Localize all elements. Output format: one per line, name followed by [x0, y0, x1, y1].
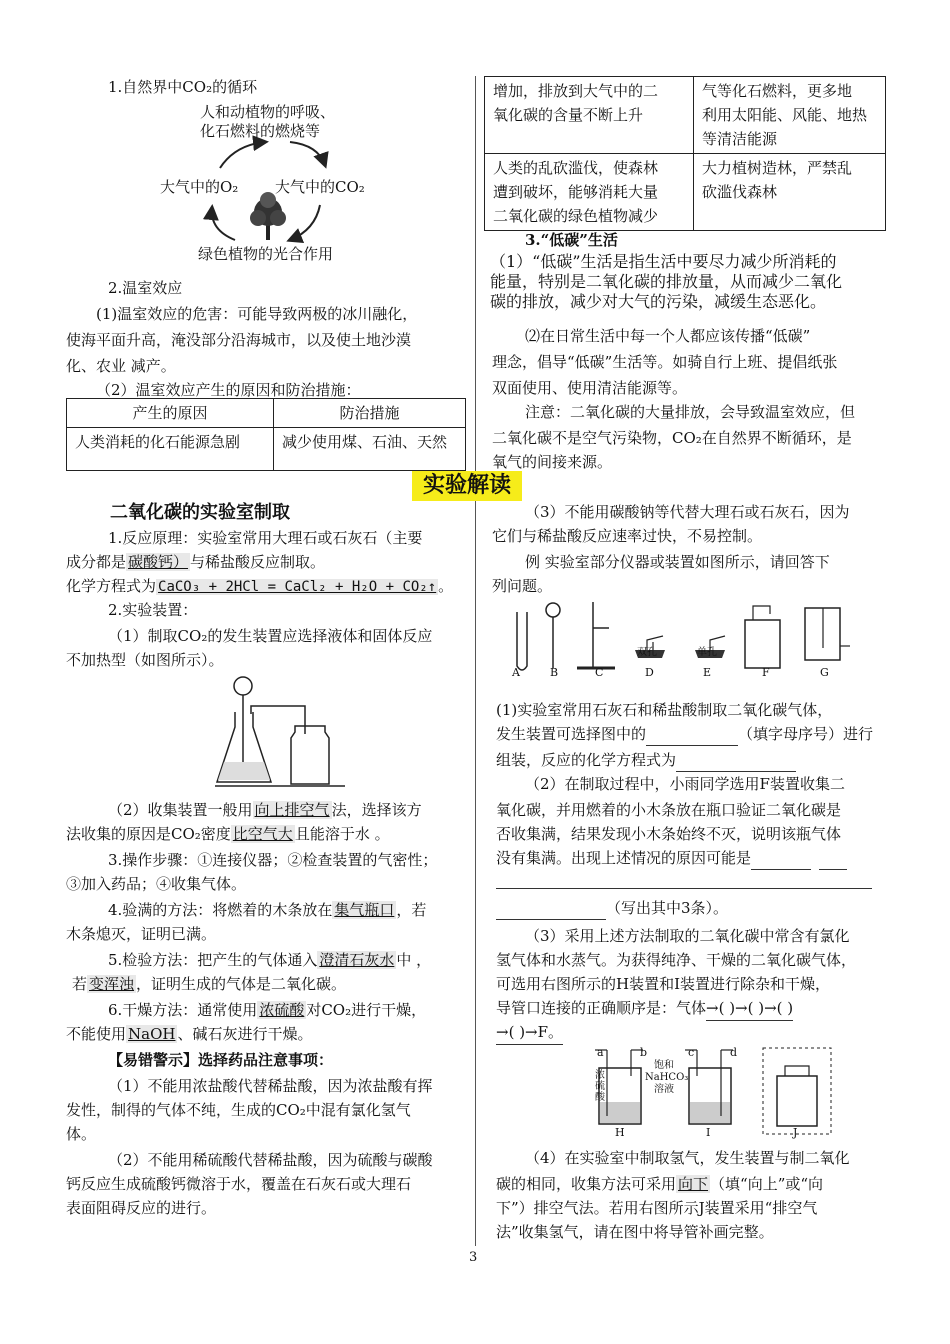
fig-label-g: G: [820, 666, 829, 679]
fig-label-a: A: [512, 666, 520, 679]
table-cell: [485, 154, 694, 231]
cell-line: 增加，排放到大气中的二: [493, 82, 659, 100]
text: 成分都是: [66, 553, 127, 571]
cont-line: 它们与稀盐酸反应速率过快，不易控制。: [492, 527, 763, 545]
funnel-bulb: [234, 677, 252, 695]
text: 化学方程式为: [66, 577, 157, 595]
greenhouse-hazard-line: (1)温室效应的危害：可能导致两极的冰川融化，: [96, 305, 418, 323]
answer-sequence[interactable]: →( )→F。: [496, 1020, 563, 1045]
chemical-equation: CaCO₃ + 2HCl = CaCl₂ + H₂O + CO₂↑: [158, 579, 437, 595]
note-line: 注意：二氧化碳的大量排放，会导致温室效应，但: [525, 403, 856, 421]
full-check-line: 木条熄灭，证明已满。: [66, 925, 217, 943]
cell-line: 氧化碳的含量不断上升: [493, 106, 644, 124]
table-cell: 人类消耗的化石能源急剧: [67, 428, 274, 471]
greenhouse-causes-heading: （2）温室效应产生的原因和防治措施：: [96, 381, 361, 399]
fig-tag-single-hole: 单孔: [697, 647, 717, 658]
greenhouse-table: [66, 398, 466, 471]
text: 。: [438, 577, 454, 595]
cycle-right-label: 大气中的CO₂: [275, 178, 365, 196]
fig2-label-h: H: [615, 1126, 625, 1139]
example-line: 例 实验室部分仪器或装置如图所示，请回答下: [525, 553, 830, 571]
text: 对CO₂进行干燥，: [306, 1001, 427, 1019]
cycle-left-label: 大气中的O₂: [160, 178, 239, 196]
equation-line: [66, 574, 453, 599]
cycle-arrow-bottom-right: [290, 205, 320, 240]
apparatus-figure-h-i-j: [585, 1046, 835, 1138]
question-line: [496, 1172, 823, 1196]
answer-sequence[interactable]: →( )→( )→( ): [706, 996, 793, 1021]
greenhouse-hazard-line: 化、农业 减产。: [66, 357, 176, 375]
note-line: 氧气的间接来源。: [492, 453, 613, 471]
column-divider: [475, 76, 476, 1246]
answer-denser-than-air: 比空气大: [232, 825, 293, 843]
question-line: 法”收集氢气，请在图中将导管补画完整。: [496, 1223, 774, 1241]
question-line: （2）在制取过程中，小雨同学选用F装置收集二: [525, 775, 845, 793]
answer-jar-mouth: 集气瓶口: [334, 901, 395, 919]
experiment-banner: 实验解读: [412, 471, 522, 501]
table-header-measure: 防治措施: [274, 399, 466, 428]
question-line: [496, 1020, 563, 1045]
cell-line: 砍滥伐森林: [702, 183, 778, 201]
table-row: [67, 428, 466, 471]
text: 组装，反应的化学方程式为: [496, 751, 677, 769]
bottle-f: [745, 620, 780, 668]
text: 没有集满。出现上述情况的原因可能是: [496, 849, 752, 867]
question-line: [496, 722, 873, 746]
answer-downward: 向下: [678, 1175, 709, 1193]
dry-line: [108, 998, 426, 1022]
cycle-bottom-label: 绿色植物的光合作用: [198, 245, 334, 263]
table-cell: 减少使用煤、石油、天然: [274, 428, 466, 471]
h-reagent-label: 浓硫酸: [595, 1070, 605, 1103]
delivery-tube: [251, 706, 305, 734]
test-tube-a: [517, 612, 527, 670]
answer-upward-air: 向上排空气: [254, 801, 330, 819]
fig-tag-double-hole: 双孔: [637, 647, 657, 658]
answer-blank[interactable]: [751, 855, 811, 870]
co2-generator-apparatus: [215, 672, 345, 790]
port-label-d: d: [730, 1046, 738, 1059]
text: 法收集的原因是CO₂密度: [66, 825, 231, 843]
text: 法，选择该方: [331, 801, 422, 819]
cell-line: 遭到破坏，能够消耗大量: [493, 183, 659, 201]
lowcarbon-line: ⑵在日常生活中每一个人都应该传播“低碳”: [525, 327, 811, 345]
question-line: （3）采用上述方法制取的二氧化碳中常含有氯化: [525, 927, 850, 945]
text: 5.检验方法：把产生的气体通入: [108, 951, 318, 969]
dashed-frame: [763, 1048, 831, 1134]
port-label-c: c: [688, 1046, 695, 1059]
lowcarbon-line: 理念，倡导“低碳”生活等。如骑自行上班、提倡纸张: [492, 353, 838, 371]
cell-line: 利用太阳能、风能、地热: [702, 106, 868, 124]
cycle-arrow-bottom-left: [212, 208, 235, 240]
table-row: [485, 154, 886, 231]
warning-line: （2）不能用稀硫酸代替稀盐酸，因为硫酸与碳酸: [108, 1151, 433, 1169]
collect-line: [66, 822, 390, 846]
text: 若: [72, 975, 88, 993]
port-label-a: a: [597, 1046, 604, 1059]
question-line: 氧化碳，并用燃着的小木条放在瓶口验证二氧化碳是: [496, 801, 842, 819]
answer-blank[interactable]: [646, 731, 738, 746]
greenhouse-heading: 2.温室效应: [108, 279, 183, 297]
example-line: 列问题。: [492, 577, 553, 595]
collect-line: [108, 798, 422, 822]
question-line: 否收集满，结果发现小木条始终不灭，说明该瓶气体: [496, 825, 842, 843]
cycle-arrow-top-left: [220, 142, 265, 168]
apparatus-line: 不加热型（如图所示）。: [66, 651, 224, 669]
text: 导管口连接的正确顺序是：气体: [496, 999, 707, 1017]
text: 且能溶于水 。: [294, 825, 390, 843]
answer-limewater: 澄清石灰水: [319, 951, 395, 969]
answer-calcium-carbonate: 碳酸钙）: [128, 553, 189, 571]
text: 发生装置可选择图中的: [496, 725, 647, 743]
cell-line: 等清洁能源: [702, 130, 778, 148]
fig-label-b: B: [550, 666, 559, 679]
text: ，证明生成的气体是二氧化碳。: [136, 975, 347, 993]
fig-label-c: C: [595, 666, 604, 679]
lowcarbon-line: （1）“低碳”生活是指生活中要尽力减少所消耗的: [490, 252, 837, 271]
dry-line: [66, 1022, 312, 1046]
question-line: [496, 748, 796, 772]
test-line: [72, 972, 346, 996]
fig2-label-i: I: [706, 1126, 711, 1139]
cycle-top-label-2: 化石燃料的燃烧等: [200, 122, 321, 140]
answer-blank[interactable]: [819, 855, 847, 870]
tree-icon: [250, 192, 286, 240]
answer-turbid: 变浑浊: [89, 975, 135, 993]
table-cell: [694, 154, 886, 231]
principle-line: [66, 550, 325, 574]
principle-line: 1.反应原理：实验室常用大理石或石灰石（主要: [108, 529, 423, 547]
lab-section-title: 二氧化碳的实验室制取: [110, 502, 290, 523]
question-line: (1)实验室常用石灰石和稀盐酸制取二氧化碳气体，: [496, 701, 833, 719]
port-label-b: b: [640, 1046, 648, 1059]
text: （填“向上”或“向: [710, 1175, 824, 1193]
lowcarbon-line: 能量，特别是二氧化碳的排放量，从而减少二氧化: [490, 272, 843, 291]
text: （写出其中3条）。: [606, 899, 729, 917]
lowcarbon-line: 碳的排放，减少对大气的污染，减缓生态恶化。: [490, 292, 827, 311]
greenhouse-table-continued: [484, 76, 886, 231]
text: 6.干燥方法：通常使用: [108, 1001, 258, 1019]
text: 不能使用: [66, 1025, 127, 1043]
question-line: 可选用右图所示的H装置和I装置进行除杂和干燥，: [496, 975, 831, 993]
text: 与稀盐酸反应制取。: [190, 553, 326, 571]
answer-conc-sulfuric: 浓硫酸: [259, 1001, 305, 1019]
funnel-b: [546, 603, 560, 617]
cell-line: 人类的乱砍滥伐，使森林: [493, 159, 659, 177]
question-line: [496, 996, 793, 1021]
bottle-j: [777, 1076, 817, 1126]
cell-line: 气等化石燃料，更多地: [702, 82, 853, 100]
table-header-cause: 产生的原因: [67, 399, 274, 428]
question-line: 下”）排空气法。若用右图所示J装置采用“排空气: [496, 1199, 818, 1217]
fig-label-f: F: [762, 666, 770, 679]
warning-heading: 【易错警示】选择药品注意事项：: [108, 1051, 334, 1069]
cycle-arrow-top-right: [290, 142, 325, 165]
page-number: 3: [469, 1250, 478, 1265]
apparatus-heading: 2.实验装置：: [108, 601, 198, 619]
apparatus-line: （1）制取CO₂的发生装置应选择液体和固体反应: [108, 627, 433, 645]
fig2-label-j: J: [793, 1126, 798, 1139]
text: 、碱石灰进行干燥。: [177, 1025, 313, 1043]
warning-line: 体。: [66, 1125, 97, 1143]
answer-blank-line[interactable]: [496, 888, 872, 889]
question-line: [496, 846, 847, 870]
cell-line: 大力植树造林，严禁乱: [702, 159, 853, 177]
i-reagent-label-1: 饱和: [654, 1060, 674, 1071]
i-reagent-label-2: NaHCO₃: [645, 1072, 689, 1083]
table-cell: [485, 77, 694, 154]
table-row: [485, 77, 886, 154]
question-line: [496, 896, 728, 920]
test-line: [108, 948, 431, 972]
lowcarbon-heading: 3.“低碳”生活: [525, 231, 618, 249]
text: ，若: [396, 901, 427, 919]
answer-blank[interactable]: [496, 905, 606, 920]
text: 4.验满的方法：将燃着的木条放在: [108, 901, 333, 919]
text: （2）收集装置一般用: [108, 801, 253, 819]
cont-line: （3）不能用碳酸钠等代替大理石或石灰石，因为: [525, 503, 850, 521]
steps-line: 3.操作步骤：①连接仪器；②检查装置的气密性；: [108, 851, 438, 869]
fig-label-d: D: [645, 666, 654, 679]
warning-line: 表面阻碍反应的进行。: [66, 1199, 217, 1217]
warning-line: 钙反应生成硫酸钙微溶于水，覆盖在石灰石或大理石: [66, 1175, 412, 1193]
steps-line: ③加入药品；④收集气体。: [66, 875, 247, 893]
warning-line: （1）不能用浓盐酸代替稀盐酸，因为浓盐酸有挥: [108, 1077, 433, 1095]
answer-blank[interactable]: [676, 757, 796, 772]
text: 碳的相同，收集方法可采用: [496, 1175, 677, 1193]
cell-line: 二氧化碳的绿色植物减少: [493, 207, 659, 225]
full-check-line: [108, 898, 426, 922]
note-line: 二氧化碳不是空气污染物，CO₂在自然界不断循环，是: [492, 429, 852, 447]
question-line: （4）在实验室中制取氢气，发生装置与制二氧化: [525, 1149, 850, 1167]
lowcarbon-line: 双面使用、使用清洁能源等。: [492, 379, 688, 397]
text: （填字母序号）进行: [738, 725, 874, 743]
question-line: 氢气体和水蒸气。为获得纯净、干燥的二氧化碳气体，: [496, 951, 857, 969]
warning-line: 发性，制得的气体不纯，生成的CO₂中混有氯化氢气: [66, 1101, 411, 1119]
gas-jar: [291, 726, 329, 784]
fig-label-e: E: [703, 666, 712, 679]
greenhouse-hazard-line: 使海平面升高，淹没部分沿海城市，以及使土地沙漠: [66, 331, 412, 349]
cycle-top-label-1: 人和动植物的呼吸、: [200, 103, 336, 121]
table-cell: [694, 77, 886, 154]
text: 中 ，: [396, 951, 432, 969]
co2-cycle-heading: 1.自然界中CO₂的循环: [108, 78, 258, 96]
table-header-row: [67, 399, 466, 428]
i-reagent-label-3: 溶液: [654, 1084, 674, 1095]
answer-naoh: NaOH: [128, 1025, 176, 1043]
